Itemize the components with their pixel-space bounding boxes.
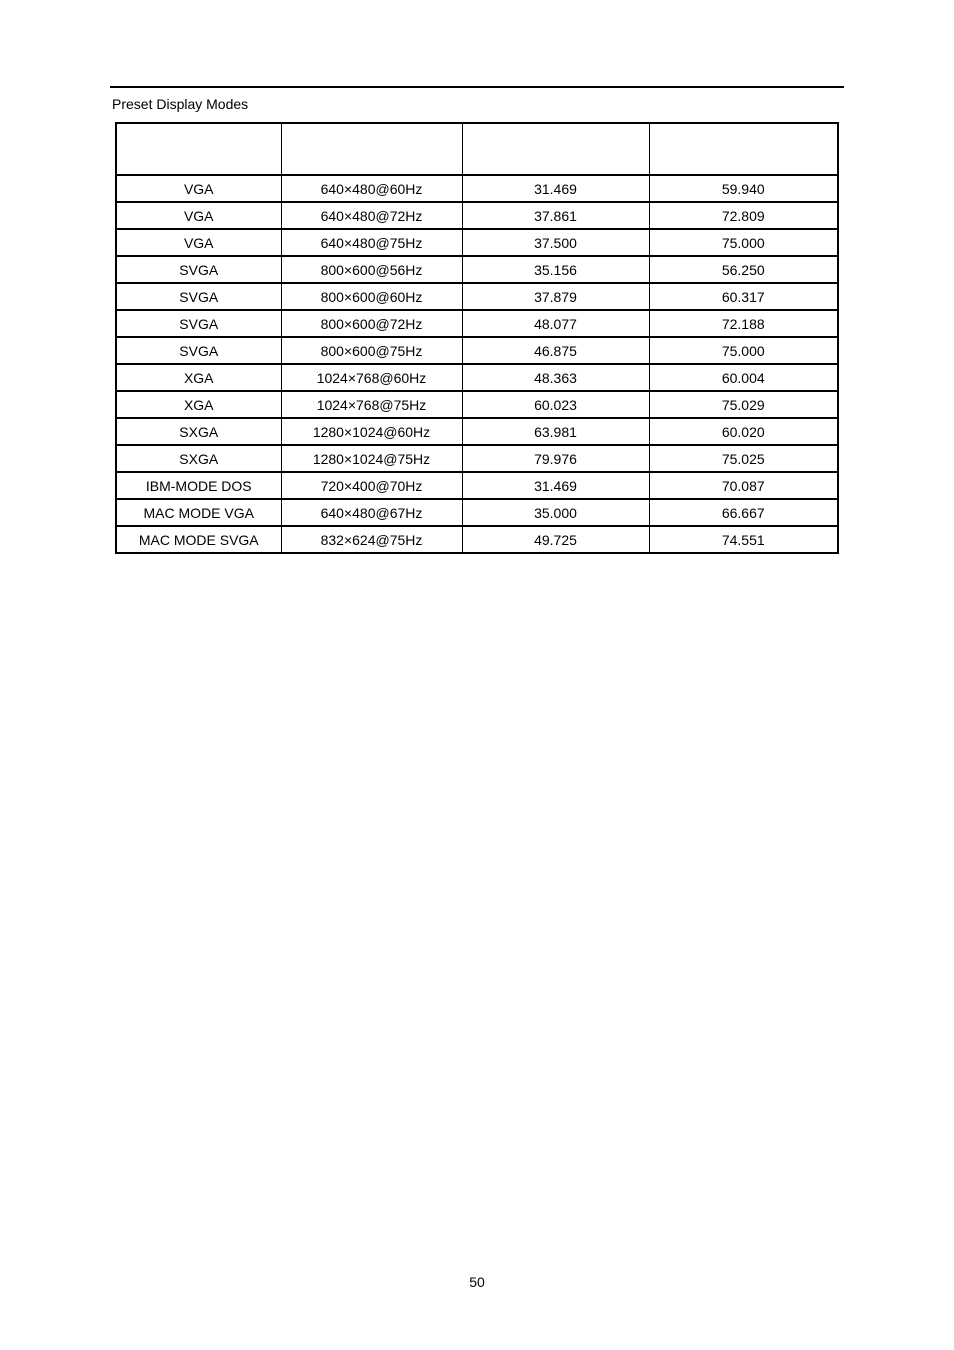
cell-horizontal-frequency: 35.156 [462, 256, 649, 283]
cell-resolution: 1280×1024@60Hz [281, 418, 462, 445]
table-body [116, 175, 838, 553]
cell-horizontal-frequency: 49.725 [462, 526, 649, 553]
cell-standard: SXGA [116, 418, 281, 445]
cell-horizontal-frequency: 60.023 [462, 391, 649, 418]
cell-resolution: 800×600@75Hz [281, 337, 462, 364]
cell-vertical-frequency: 75.000 [649, 337, 838, 364]
cell-horizontal-frequency: 35.000 [462, 499, 649, 526]
cell-standard: SXGA [116, 445, 281, 472]
cell-resolution: 1280×1024@75Hz [281, 445, 462, 472]
cell-standard: XGA [116, 391, 281, 418]
cell-vertical-frequency: 75.029 [649, 391, 838, 418]
page-number: 50 [469, 1274, 485, 1290]
table-row [116, 364, 838, 391]
table-row [116, 283, 838, 310]
cell-resolution: 640×480@67Hz [281, 499, 462, 526]
cell-horizontal-frequency: 37.500 [462, 229, 649, 256]
cell-standard: SVGA [116, 310, 281, 337]
cell-standard: IBM-MODE DOS [116, 472, 281, 499]
table-row [116, 472, 838, 499]
cell-standard: SVGA [116, 256, 281, 283]
table-row [116, 175, 838, 202]
table-row [116, 526, 838, 553]
cell-vertical-frequency: 70.087 [649, 472, 838, 499]
table-row [116, 229, 838, 256]
cell-vertical-frequency: 75.000 [649, 229, 838, 256]
cell-vertical-frequency: 59.940 [649, 175, 838, 202]
cell-horizontal-frequency: 48.363 [462, 364, 649, 391]
cell-standard: VGA [116, 229, 281, 256]
cell-standard: VGA [116, 202, 281, 229]
cell-vertical-frequency: 74.551 [649, 526, 838, 553]
cell-resolution: 832×624@75Hz [281, 526, 462, 553]
cell-vertical-frequency: 72.188 [649, 310, 838, 337]
cell-horizontal-frequency: 63.981 [462, 418, 649, 445]
cell-standard: XGA [116, 364, 281, 391]
cell-horizontal-frequency: 37.861 [462, 202, 649, 229]
top-rule [110, 86, 844, 88]
cell-resolution: 640×480@75Hz [281, 229, 462, 256]
cell-vertical-frequency: 56.250 [649, 256, 838, 283]
table-row [116, 391, 838, 418]
cell-resolution: 1024×768@60Hz [281, 364, 462, 391]
cell-vertical-frequency: 75.025 [649, 445, 838, 472]
section-title: Preset Display Modes [112, 96, 249, 112]
header-cell-horizontal-frequency [462, 123, 649, 175]
table-row [116, 256, 838, 283]
cell-vertical-frequency: 66.667 [649, 499, 838, 526]
header-row [116, 123, 838, 175]
cell-resolution: 640×480@72Hz [281, 202, 462, 229]
cell-resolution: 1024×768@75Hz [281, 391, 462, 418]
cell-standard: MAC MODE VGA [116, 499, 281, 526]
cell-resolution: 800×600@56Hz [281, 256, 462, 283]
cell-standard: SVGA [116, 337, 281, 364]
cell-resolution: 800×600@60Hz [281, 283, 462, 310]
cell-standard: MAC MODE SVGA [116, 526, 281, 553]
cell-resolution: 640×480@60Hz [281, 175, 462, 202]
table-row [116, 445, 838, 472]
cell-vertical-frequency: 60.004 [649, 364, 838, 391]
table-row [116, 499, 838, 526]
header-cell-vertical-frequency [649, 123, 838, 175]
table-row [116, 418, 838, 445]
cell-vertical-frequency: 72.809 [649, 202, 838, 229]
table-row [116, 337, 838, 364]
cell-resolution: 800×600@72Hz [281, 310, 462, 337]
cell-horizontal-frequency: 31.469 [462, 472, 649, 499]
cell-resolution: 720×400@70Hz [281, 472, 462, 499]
table-row [116, 310, 838, 337]
table-header [116, 123, 838, 175]
table-row [116, 202, 838, 229]
cell-vertical-frequency: 60.020 [649, 418, 838, 445]
cell-standard: VGA [116, 175, 281, 202]
header-cell-resolution [281, 123, 462, 175]
cell-standard: SVGA [116, 283, 281, 310]
cell-vertical-frequency: 60.317 [649, 283, 838, 310]
header-cell-standard [116, 123, 281, 175]
cell-horizontal-frequency: 46.875 [462, 337, 649, 364]
cell-horizontal-frequency: 31.469 [462, 175, 649, 202]
cell-horizontal-frequency: 48.077 [462, 310, 649, 337]
cell-horizontal-frequency: 37.879 [462, 283, 649, 310]
preset-modes-table [115, 122, 839, 554]
cell-horizontal-frequency: 79.976 [462, 445, 649, 472]
